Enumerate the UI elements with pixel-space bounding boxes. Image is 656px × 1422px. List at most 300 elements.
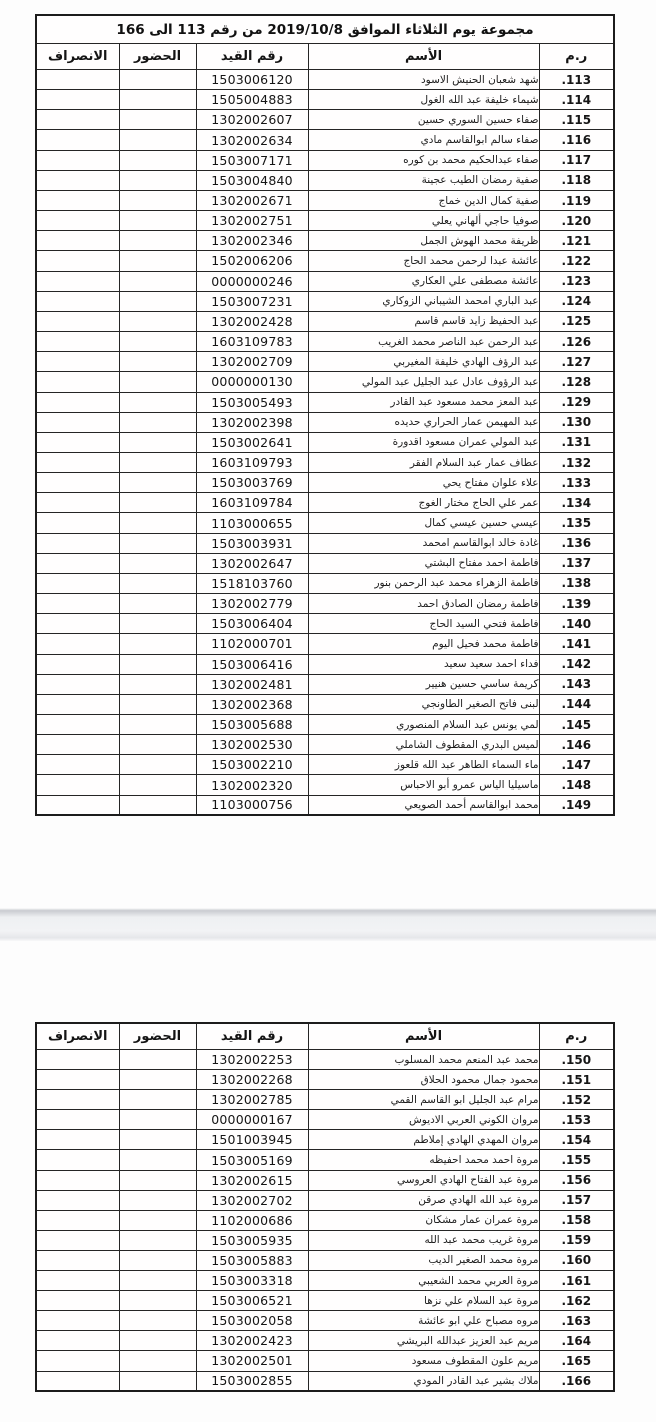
registration-number-cell: 1503003769 bbox=[196, 473, 308, 493]
serial-number-cell: 140. bbox=[539, 614, 614, 634]
departure-cell bbox=[36, 1090, 119, 1110]
table-row bbox=[36, 392, 614, 412]
registration-number-cell: 1518103760 bbox=[196, 573, 308, 593]
table-row bbox=[36, 1230, 614, 1250]
attendance-cell bbox=[119, 392, 196, 412]
departure-cell bbox=[36, 654, 119, 674]
attendance-table-page-1 bbox=[35, 14, 615, 816]
serial-number-cell: 149. bbox=[539, 795, 614, 815]
registration-number-cell: 0000000167 bbox=[196, 1110, 308, 1130]
attendance-cell bbox=[119, 170, 196, 190]
registration-number-cell: 1503002641 bbox=[196, 432, 308, 452]
departure-cell bbox=[36, 553, 119, 573]
registration-number-cell: 1503007231 bbox=[196, 291, 308, 311]
column-header-departure: الانصراف bbox=[36, 1023, 119, 1050]
attendance-cell bbox=[119, 674, 196, 694]
departure-cell bbox=[36, 594, 119, 614]
column-header-row bbox=[36, 44, 614, 70]
attendance-cell bbox=[119, 372, 196, 392]
attendance-cell bbox=[119, 755, 196, 775]
table-row bbox=[36, 211, 614, 231]
departure-cell bbox=[36, 1130, 119, 1150]
registration-number-cell: 1302002647 bbox=[196, 553, 308, 573]
departure-cell bbox=[36, 412, 119, 432]
table-row bbox=[36, 311, 614, 331]
student-name-cell: عبد المعز محمد مسعود عبد القادر bbox=[308, 392, 539, 412]
departure-cell bbox=[36, 211, 119, 231]
departure-cell bbox=[36, 1110, 119, 1130]
table-row bbox=[36, 735, 614, 755]
serial-number-cell: 159. bbox=[539, 1230, 614, 1250]
serial-number-cell: 165. bbox=[539, 1351, 614, 1371]
attendance-cell bbox=[119, 654, 196, 674]
departure-cell bbox=[36, 1291, 119, 1311]
attendance-cell bbox=[119, 231, 196, 251]
attendance-cell bbox=[119, 493, 196, 513]
column-header-attendance: الحضور bbox=[119, 44, 196, 70]
attendance-cell bbox=[119, 473, 196, 493]
departure-cell bbox=[36, 352, 119, 372]
registration-number-cell: 1302002779 bbox=[196, 594, 308, 614]
departure-cell bbox=[36, 190, 119, 210]
departure-cell bbox=[36, 513, 119, 533]
table-row bbox=[36, 190, 614, 210]
serial-number-cell: 117. bbox=[539, 150, 614, 170]
registration-number-cell: 1503005883 bbox=[196, 1250, 308, 1270]
student-name-cell: مروة عبد السلام علي نزها bbox=[308, 1291, 539, 1311]
table-row bbox=[36, 1271, 614, 1291]
departure-cell bbox=[36, 755, 119, 775]
registration-number-cell: 1302002709 bbox=[196, 352, 308, 372]
table-row bbox=[36, 715, 614, 735]
attendance-cell bbox=[119, 110, 196, 130]
table-title-row bbox=[36, 15, 614, 44]
serial-number-cell: 129. bbox=[539, 392, 614, 412]
table-row bbox=[36, 493, 614, 513]
departure-cell bbox=[36, 473, 119, 493]
departure-cell bbox=[36, 674, 119, 694]
departure-cell bbox=[36, 1371, 119, 1391]
table-row bbox=[36, 1070, 614, 1090]
column-header-departure: الانصراف bbox=[36, 44, 119, 70]
attendance-cell bbox=[119, 412, 196, 432]
departure-cell bbox=[36, 573, 119, 593]
attendance-cell bbox=[119, 1110, 196, 1130]
serial-number-cell: 142. bbox=[539, 654, 614, 674]
serial-number-cell: 152. bbox=[539, 1090, 614, 1110]
table-row bbox=[36, 1371, 614, 1391]
attendance-cell bbox=[119, 1351, 196, 1371]
departure-cell bbox=[36, 715, 119, 735]
serial-number-cell: 145. bbox=[539, 715, 614, 735]
serial-number-cell: 130. bbox=[539, 412, 614, 432]
attendance-cell bbox=[119, 634, 196, 654]
registration-number-cell: 1302002368 bbox=[196, 694, 308, 714]
serial-number-cell: 127. bbox=[539, 352, 614, 372]
registration-number-cell: 0000000246 bbox=[196, 271, 308, 291]
serial-number-cell: 146. bbox=[539, 735, 614, 755]
table-row bbox=[36, 1291, 614, 1311]
departure-cell bbox=[36, 694, 119, 714]
table-row bbox=[36, 553, 614, 573]
table-row bbox=[36, 594, 614, 614]
roster-rows-113-149 bbox=[36, 70, 614, 816]
attendance-cell bbox=[119, 1291, 196, 1311]
student-name-cell: عطاف عمار عبد السلام الفقر bbox=[308, 452, 539, 472]
registration-number-cell: 1302002268 bbox=[196, 1070, 308, 1090]
table-row bbox=[36, 1190, 614, 1210]
serial-number-cell: 121. bbox=[539, 231, 614, 251]
attendance-cell bbox=[119, 1090, 196, 1110]
table-row bbox=[36, 332, 614, 352]
student-name-cell: مروة عبد الله الهادي صرقن bbox=[308, 1190, 539, 1210]
registration-number-cell: 1302002530 bbox=[196, 735, 308, 755]
departure-cell bbox=[36, 1331, 119, 1351]
table-row bbox=[36, 372, 614, 392]
registration-number-cell: 1302002702 bbox=[196, 1190, 308, 1210]
student-name-cell: مروه مصباح علي ابو عائشة bbox=[308, 1311, 539, 1331]
student-name-cell: فاطمة فتحي السيد الحاج bbox=[308, 614, 539, 634]
attendance-cell bbox=[119, 452, 196, 472]
student-name-cell: مروة عمران عمار مشكان bbox=[308, 1210, 539, 1230]
table-row bbox=[36, 674, 614, 694]
registration-number-cell: 1302002751 bbox=[196, 211, 308, 231]
serial-number-cell: 155. bbox=[539, 1150, 614, 1170]
departure-cell bbox=[36, 1311, 119, 1331]
roster-rows-150-166 bbox=[36, 1050, 614, 1392]
registration-number-cell: 1503003931 bbox=[196, 533, 308, 553]
table-row bbox=[36, 755, 614, 775]
student-name-cell: صفية كمال الدين خماج bbox=[308, 190, 539, 210]
serial-number-cell: 150. bbox=[539, 1050, 614, 1070]
serial-number-cell: 160. bbox=[539, 1250, 614, 1270]
registration-number-cell: 1503006120 bbox=[196, 70, 308, 90]
student-name-cell: مريم علون المقطوف مسعود bbox=[308, 1351, 539, 1371]
departure-cell bbox=[36, 130, 119, 150]
attendance-cell bbox=[119, 130, 196, 150]
attendance-cell bbox=[119, 1050, 196, 1070]
departure-cell bbox=[36, 1070, 119, 1090]
serial-number-cell: 139. bbox=[539, 594, 614, 614]
serial-number-cell: 113. bbox=[539, 70, 614, 90]
attendance-cell bbox=[119, 1070, 196, 1090]
student-name-cell: ماسيليا الياس عمرو أبو الاحباس bbox=[308, 775, 539, 795]
attendance-cell bbox=[119, 271, 196, 291]
serial-number-cell: 154. bbox=[539, 1130, 614, 1150]
registration-number-cell: 1505004883 bbox=[196, 90, 308, 110]
registration-number-cell: 1501003945 bbox=[196, 1130, 308, 1150]
serial-number-cell: 137. bbox=[539, 553, 614, 573]
departure-cell bbox=[36, 332, 119, 352]
student-name-cell: مروة احمد محمد احفيظه bbox=[308, 1150, 539, 1170]
document-title: مجموعة يوم الثلاثاء الموافق 2019/10/8 من رقم 113 الى 166 bbox=[36, 15, 614, 44]
table-row bbox=[36, 170, 614, 190]
student-name-cell: عبد الحفيظ زايد قاسم قاسم bbox=[308, 311, 539, 331]
student-name-cell: ملاك بشير عبد القادر المودي bbox=[308, 1371, 539, 1391]
attendance-cell bbox=[119, 1210, 196, 1230]
student-name-cell: عيسي حسين عيسي كمال bbox=[308, 513, 539, 533]
registration-number-cell: 1102000686 bbox=[196, 1210, 308, 1230]
departure-cell bbox=[36, 1050, 119, 1070]
serial-number-cell: 124. bbox=[539, 291, 614, 311]
attendance-cell bbox=[119, 150, 196, 170]
departure-cell bbox=[36, 1150, 119, 1170]
student-name-cell: فاطمة رمضان الصادق احمد bbox=[308, 594, 539, 614]
attendance-cell bbox=[119, 1250, 196, 1270]
departure-cell bbox=[36, 90, 119, 110]
attendance-cell bbox=[119, 1130, 196, 1150]
registration-number-cell: 1302002785 bbox=[196, 1090, 308, 1110]
student-name-cell: فاطمة احمد مفتاح البشتي bbox=[308, 553, 539, 573]
registration-number-cell: 1503005169 bbox=[196, 1150, 308, 1170]
student-name-cell: شيماء خليفة عبد الله الغول bbox=[308, 90, 539, 110]
attendance-cell bbox=[119, 190, 196, 210]
attendance-cell bbox=[119, 291, 196, 311]
departure-cell bbox=[36, 493, 119, 513]
departure-cell bbox=[36, 392, 119, 412]
departure-cell bbox=[36, 291, 119, 311]
departure-cell bbox=[36, 1230, 119, 1250]
registration-number-cell: 1503003318 bbox=[196, 1271, 308, 1291]
table-row bbox=[36, 150, 614, 170]
student-name-cell: محمد عبد المنعم محمد المسلوب bbox=[308, 1050, 539, 1070]
departure-cell bbox=[36, 1170, 119, 1190]
departure-cell bbox=[36, 110, 119, 130]
student-name-cell: فاطمة محمد فحيل اليوم bbox=[308, 634, 539, 654]
departure-cell bbox=[36, 1250, 119, 1270]
departure-cell bbox=[36, 533, 119, 553]
departure-cell bbox=[36, 735, 119, 755]
serial-number-cell: 136. bbox=[539, 533, 614, 553]
student-name-cell: كريمة ساسي حسين هنيير bbox=[308, 674, 539, 694]
serial-number-cell: 148. bbox=[539, 775, 614, 795]
student-name-cell: عبد الباري امحمد الشيباني الزوكاري bbox=[308, 291, 539, 311]
attendance-cell bbox=[119, 1331, 196, 1351]
student-name-cell: صفاء عبدالحكيم محمد بن كوره bbox=[308, 150, 539, 170]
attendance-cell bbox=[119, 1230, 196, 1250]
table-row bbox=[36, 130, 614, 150]
attendance-cell bbox=[119, 694, 196, 714]
attendance-cell bbox=[119, 352, 196, 372]
departure-cell bbox=[36, 614, 119, 634]
attendance-cell bbox=[119, 432, 196, 452]
registration-number-cell: 1302002481 bbox=[196, 674, 308, 694]
table-row bbox=[36, 90, 614, 110]
serial-number-cell: 162. bbox=[539, 1291, 614, 1311]
column-header-name: الأسم bbox=[308, 44, 539, 70]
attendance-cell bbox=[119, 614, 196, 634]
registration-number-cell: 1302002253 bbox=[196, 1050, 308, 1070]
registration-number-cell: 1302002423 bbox=[196, 1331, 308, 1351]
departure-cell bbox=[36, 1190, 119, 1210]
student-name-cell: عبد الرؤوف عادل عبد الجليل عبد المولي bbox=[308, 372, 539, 392]
departure-cell bbox=[36, 271, 119, 291]
student-name-cell: مروة العربي محمد الشعيبي bbox=[308, 1271, 539, 1291]
serial-number-cell: 158. bbox=[539, 1210, 614, 1230]
table-row bbox=[36, 251, 614, 271]
departure-cell bbox=[36, 150, 119, 170]
registration-number-cell: 1103000655 bbox=[196, 513, 308, 533]
student-name-cell: مروان المهدي الهادي إملاطم bbox=[308, 1130, 539, 1150]
column-header-registration: رقم القيد bbox=[196, 1023, 308, 1050]
table-row bbox=[36, 452, 614, 472]
student-name-cell: محمد ابوالقاسم أحمد الصويعي bbox=[308, 795, 539, 815]
table-row bbox=[36, 614, 614, 634]
departure-cell bbox=[36, 432, 119, 452]
table-row bbox=[36, 1050, 614, 1070]
table-row bbox=[36, 533, 614, 553]
student-name-cell: عبد المولي عمران مسعود اقدورة bbox=[308, 432, 539, 452]
serial-number-cell: 118. bbox=[539, 170, 614, 190]
serial-number-cell: 153. bbox=[539, 1110, 614, 1130]
attendance-cell bbox=[119, 795, 196, 815]
student-name-cell: لبنى فاتح الصغير الطاونجي bbox=[308, 694, 539, 714]
attendance-cell bbox=[119, 1311, 196, 1331]
table-row bbox=[36, 231, 614, 251]
registration-number-cell: 1102000701 bbox=[196, 634, 308, 654]
serial-number-cell: 151. bbox=[539, 1070, 614, 1090]
departure-cell bbox=[36, 251, 119, 271]
departure-cell bbox=[36, 1271, 119, 1291]
serial-number-cell: 134. bbox=[539, 493, 614, 513]
table-row bbox=[36, 1090, 614, 1110]
column-header-serial: ر.م bbox=[539, 1023, 614, 1050]
attendance-cell bbox=[119, 311, 196, 331]
student-name-cell: عائشة عبدا لرحمن محمد الحاج bbox=[308, 251, 539, 271]
serial-number-cell: 123. bbox=[539, 271, 614, 291]
student-name-cell: مريم عبد العزيز عبدالله البريشي bbox=[308, 1331, 539, 1351]
serial-number-cell: 156. bbox=[539, 1170, 614, 1190]
attendance-cell bbox=[119, 1150, 196, 1170]
student-name-cell: مروة عبد الفتاح الهادي العروسي bbox=[308, 1170, 539, 1190]
registration-number-cell: 1503005935 bbox=[196, 1230, 308, 1250]
table-row bbox=[36, 291, 614, 311]
departure-cell bbox=[36, 775, 119, 795]
table-row bbox=[36, 795, 614, 815]
serial-number-cell: 161. bbox=[539, 1271, 614, 1291]
registration-number-cell: 1302002428 bbox=[196, 311, 308, 331]
serial-number-cell: 147. bbox=[539, 755, 614, 775]
table-row bbox=[36, 513, 614, 533]
page-separator bbox=[0, 908, 656, 941]
column-header-registration: رقم القيد bbox=[196, 44, 308, 70]
registration-number-cell: 1503007171 bbox=[196, 150, 308, 170]
serial-number-cell: 164. bbox=[539, 1331, 614, 1351]
registration-number-cell: 1503002855 bbox=[196, 1371, 308, 1391]
departure-cell bbox=[36, 70, 119, 90]
student-name-cell: لمي يونس عبد السلام المنصوري bbox=[308, 715, 539, 735]
serial-number-cell: 125. bbox=[539, 311, 614, 331]
student-name-cell: عبد المهيمن عمار الحراري حديده bbox=[308, 412, 539, 432]
serial-number-cell: 119. bbox=[539, 190, 614, 210]
attendance-cell bbox=[119, 1170, 196, 1190]
attendance-cell bbox=[119, 251, 196, 271]
attendance-cell bbox=[119, 90, 196, 110]
registration-number-cell: 1503005688 bbox=[196, 715, 308, 735]
departure-cell bbox=[36, 372, 119, 392]
student-name-cell: صفية رمضان الطيب عجينة bbox=[308, 170, 539, 190]
registration-number-cell: 1302002671 bbox=[196, 190, 308, 210]
table-row bbox=[36, 1130, 614, 1150]
student-name-cell: ظريفة محمد الهوش الجمل bbox=[308, 231, 539, 251]
attendance-cell bbox=[119, 1371, 196, 1391]
departure-cell bbox=[36, 634, 119, 654]
column-header-serial: ر.م bbox=[539, 44, 614, 70]
registration-number-cell: 1603109783 bbox=[196, 332, 308, 352]
departure-cell bbox=[36, 311, 119, 331]
registration-number-cell: 1302002634 bbox=[196, 130, 308, 150]
student-name-cell: لميس البدري المقطوف الشاملي bbox=[308, 735, 539, 755]
serial-number-cell: 157. bbox=[539, 1190, 614, 1210]
registration-number-cell: 1503004840 bbox=[196, 170, 308, 190]
serial-number-cell: 128. bbox=[539, 372, 614, 392]
departure-cell bbox=[36, 1351, 119, 1371]
table-row bbox=[36, 694, 614, 714]
registration-number-cell: 1302002320 bbox=[196, 775, 308, 795]
serial-number-cell: 116. bbox=[539, 130, 614, 150]
column-header-row bbox=[36, 1023, 614, 1050]
registration-number-cell: 1502006206 bbox=[196, 251, 308, 271]
table-row bbox=[36, 412, 614, 432]
attendance-cell bbox=[119, 775, 196, 795]
student-name-cell: مروة محمد الصغير الديب bbox=[308, 1250, 539, 1270]
departure-cell bbox=[36, 1210, 119, 1230]
registration-number-cell: 1503005493 bbox=[196, 392, 308, 412]
registration-number-cell: 1503006404 bbox=[196, 614, 308, 634]
attendance-cell bbox=[119, 70, 196, 90]
student-name-cell: فاطمة الزهراء محمد عبد الرحمن بنور bbox=[308, 573, 539, 593]
student-name-cell: عبد الرحمن عبد الناصر محمد الغريب bbox=[308, 332, 539, 352]
registration-number-cell: 1603109793 bbox=[196, 452, 308, 472]
column-header-name: الأسم bbox=[308, 1023, 539, 1050]
serial-number-cell: 163. bbox=[539, 1311, 614, 1331]
registration-number-cell: 1302002607 bbox=[196, 110, 308, 130]
table-row bbox=[36, 1150, 614, 1170]
student-name-cell: مروة غريب محمد عبد الله bbox=[308, 1230, 539, 1250]
serial-number-cell: 120. bbox=[539, 211, 614, 231]
attendance-table-page-2 bbox=[35, 1022, 615, 1392]
departure-cell bbox=[36, 170, 119, 190]
table-row bbox=[36, 634, 614, 654]
serial-number-cell: 166. bbox=[539, 1371, 614, 1391]
student-name-cell: صوفيا حاجي ألهاني يعلي bbox=[308, 211, 539, 231]
departure-cell bbox=[36, 452, 119, 472]
attendance-cell bbox=[119, 533, 196, 553]
student-name-cell: عمر علي الحاج مختار الغوج bbox=[308, 493, 539, 513]
student-name-cell: عبد الرؤف الهادي خليفة المغيربي bbox=[308, 352, 539, 372]
registration-number-cell: 1302002398 bbox=[196, 412, 308, 432]
student-name-cell: علاء علوان مفتاح يحي bbox=[308, 473, 539, 493]
table-row bbox=[36, 473, 614, 493]
registration-number-cell: 1503002058 bbox=[196, 1311, 308, 1331]
serial-number-cell: 114. bbox=[539, 90, 614, 110]
student-name-cell: ماء السماء الطاهر عبد الله قلعوز bbox=[308, 755, 539, 775]
serial-number-cell: 135. bbox=[539, 513, 614, 533]
student-name-cell: صفاء سالم ابوالقاسم مادي bbox=[308, 130, 539, 150]
registration-number-cell: 1503002210 bbox=[196, 755, 308, 775]
table-row bbox=[36, 1170, 614, 1190]
registration-number-cell: 1302002615 bbox=[196, 1170, 308, 1190]
registration-number-cell: 1603109784 bbox=[196, 493, 308, 513]
table-row bbox=[36, 70, 614, 90]
table-row bbox=[36, 271, 614, 291]
student-name-cell: غادة خالد ابوالقاسم امحمد bbox=[308, 533, 539, 553]
table-row bbox=[36, 110, 614, 130]
serial-number-cell: 122. bbox=[539, 251, 614, 271]
attendance-cell bbox=[119, 553, 196, 573]
table-row bbox=[36, 654, 614, 674]
serial-number-cell: 126. bbox=[539, 332, 614, 352]
